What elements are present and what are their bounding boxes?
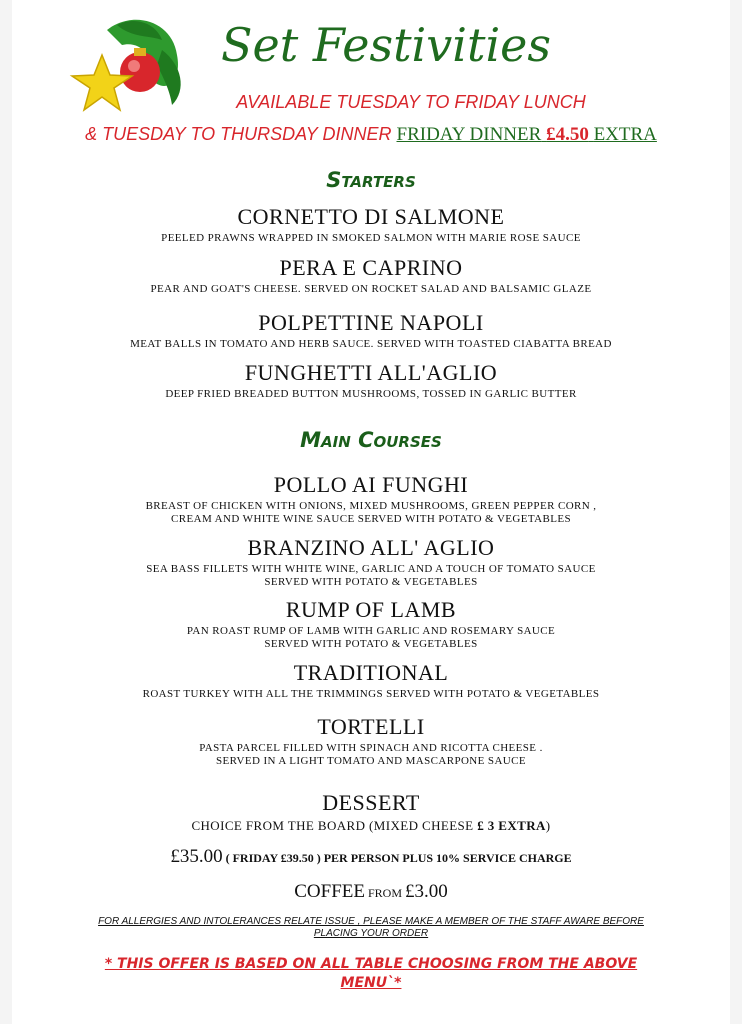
dish-description-line-2: SERVED IN A LIGHT TOMATO AND MASCARPONE SAUCE xyxy=(216,755,526,767)
main-courses-heading: Main Courses xyxy=(300,428,442,452)
dish-name: POLPETTINE NAPOLI xyxy=(258,310,484,335)
dish-name: BRANZINO ALL' AGLIO xyxy=(247,535,495,560)
allergy-line-2: PLACING YOUR ORDER xyxy=(313,928,429,939)
friday-dinner-extra: EXTRA xyxy=(593,124,657,145)
friday-dinner-price: £4.50 xyxy=(546,124,589,145)
main-course-item xyxy=(12,660,730,701)
allergy-notice xyxy=(72,916,670,940)
main-course-item xyxy=(12,535,730,589)
friday-dinner-label: FRIDAY DINNER xyxy=(396,124,542,145)
dish-name: TORTELLI xyxy=(317,714,425,739)
dish-name: CORNETTO DI SALMONE xyxy=(237,204,505,229)
dish-description-line-1: PAN ROAST RUMP OF LAMB WITH GARLIC AND ROSEMARY SAUCE xyxy=(186,625,556,637)
dish-name: FUNGHETTI ALL'AGLIO xyxy=(244,360,498,385)
offer-line-2: MENU`* xyxy=(340,975,402,991)
offer-notice xyxy=(82,955,660,993)
dish-description-line-1: PASTA PARCEL FILLED WITH SPINACH AND RICOTTA CHEESE . xyxy=(199,742,543,754)
dish-description: PEELED PRAWNS WRAPPED IN SMOKED SALMON WITH MARIE ROSE SAUCE xyxy=(161,232,581,244)
menu-title: Set Festivities xyxy=(221,18,551,72)
dish-description-line-2: SERVED WITH POTATO & VEGETABLES xyxy=(264,638,478,650)
main-course-item xyxy=(12,472,730,526)
main-course-item xyxy=(12,597,730,651)
starter-item xyxy=(12,255,730,296)
dessert-item xyxy=(12,790,730,832)
menu-page xyxy=(12,0,730,1024)
price-details: ( FRIDAY £39.50 ) PER PERSON PLUS 10% SERVICE CHARGE xyxy=(222,851,572,865)
dessert-extra-price: £ 3 EXTRA xyxy=(477,818,546,833)
coffee-label: COFFEE xyxy=(294,881,365,902)
starter-item xyxy=(12,360,730,401)
availability-line-1: AVAILABLE TUESDAY TO FRIDAY LUNCH xyxy=(236,92,586,112)
dessert-name: DESSERT xyxy=(322,790,420,815)
allergy-line-1: FOR ALLERGIES AND INTOLERANCES RELATE ISSUE , PLEASE MAKE A MEMBER OF THE STAFF AWARE BEFORE xyxy=(98,916,644,927)
coffee-line xyxy=(12,881,730,903)
coffee-price: £3.00 xyxy=(405,881,448,902)
dish-name: TRADITIONAL xyxy=(293,660,449,685)
availability-line-2 xyxy=(12,124,730,146)
dessert-desc-suffix: ) xyxy=(545,818,551,833)
dessert-desc-prefix: CHOICE FROM THE BOARD (MIXED CHEESE xyxy=(191,818,478,833)
dessert-description xyxy=(12,819,730,832)
starters-heading: Starters xyxy=(326,168,416,192)
starter-item xyxy=(12,204,730,245)
set-price: £35.00 xyxy=(170,846,223,867)
friday-dinner-note xyxy=(397,124,657,145)
starter-item xyxy=(12,310,730,351)
dish-description-line-1: ROAST TURKEY WITH ALL THE TRIMMINGS SERVED WITH POTATO & VEGETABLES xyxy=(142,688,600,700)
dish-name: PERA E CAPRINO xyxy=(279,255,463,280)
offer-line-1: * THIS OFFER IS BASED ON ALL TABLE CHOOSING FROM THE ABOVE xyxy=(104,956,638,972)
set-price-line xyxy=(12,846,730,868)
main-course-item xyxy=(12,714,730,768)
dish-description: MEAT BALLS IN TOMATO AND HERB SAUCE. SERVED WITH TOASTED CIABATTA BREAD xyxy=(130,338,612,350)
dish-name: RUMP OF LAMB xyxy=(285,597,457,622)
availability-dinner-text: & TUESDAY TO THURSDAY DINNER xyxy=(85,124,392,144)
dish-description-line-2: CREAM AND WHITE WINE SAUCE SERVED WITH POTATO & VEGETABLES xyxy=(171,513,571,525)
dish-description-line-1: SEA BASS FILLETS WITH WHITE WINE, GARLIC AND A TOUCH OF TOMATO SAUCE xyxy=(146,563,596,575)
dish-description-line-1: BREAST OF CHICKEN WITH ONIONS, MIXED MUSHROOMS, GREEN PEPPER CORN , xyxy=(145,500,597,512)
dish-name: POLLO AI FUNGHI xyxy=(273,472,469,497)
coffee-from: FROM xyxy=(364,886,405,900)
dish-description-line-2: SERVED WITH POTATO & VEGETABLES xyxy=(264,576,478,588)
dish-description: DEEP FRIED BREADED BUTTON MUSHROOMS, TOSSED IN GARLIC BUTTER xyxy=(165,388,577,400)
dish-description: PEAR AND GOAT'S CHEESE. SERVED ON ROCKET SALAD AND BALSAMIC GLAZE xyxy=(150,283,592,295)
